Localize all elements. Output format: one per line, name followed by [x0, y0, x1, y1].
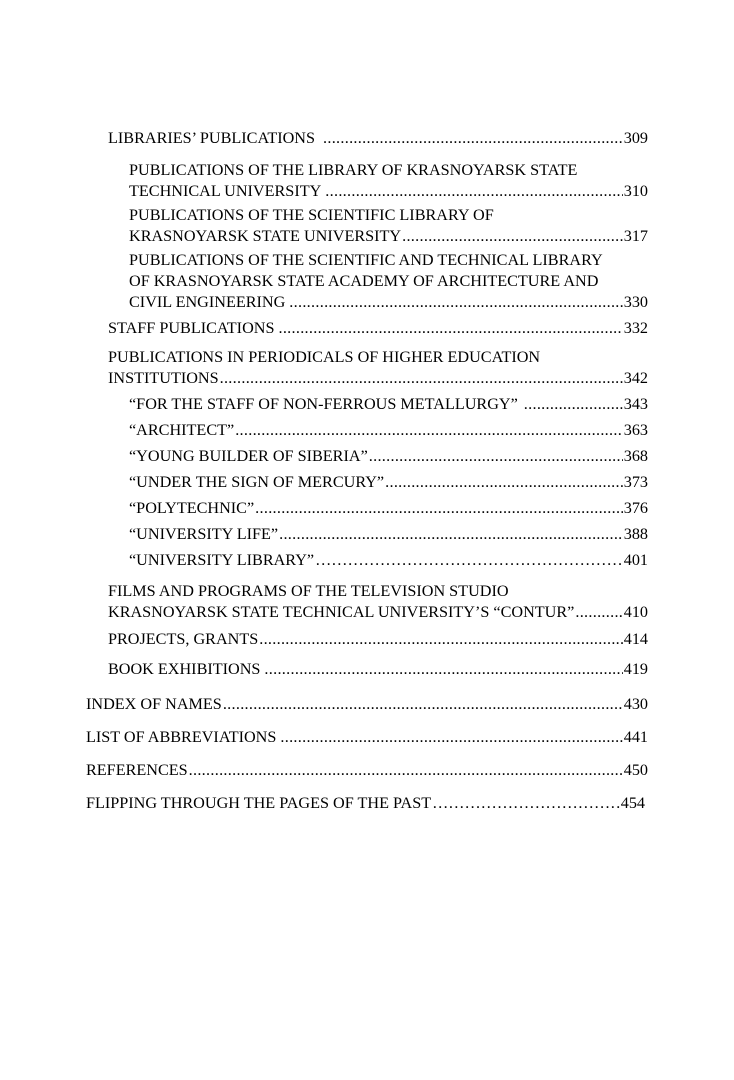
entry-title: PROJECTS, GRANTS — [108, 630, 259, 648]
entry-page-number: 309 — [623, 129, 648, 147]
entry-page-number: 441 — [623, 728, 648, 746]
toc-entry-university-library[interactable] — [129, 550, 648, 571]
entry-title-line: PUBLICATIONS OF THE SCIENTIFIC LIBRARY OF — [129, 206, 494, 224]
toc-entry-book-exhibitions[interactable] — [108, 659, 648, 680]
leader-dots — [255, 498, 623, 519]
entry-title: “YOUNG BUILDER OF SIBERIA” — [129, 447, 368, 465]
entry-title-line: OF KRASNOYARSK STATE ACADEMY OF ARCHITECTURE AND — [129, 272, 599, 290]
toc-entry-index-of-names[interactable] — [86, 694, 648, 715]
toc-entry-polytechnic[interactable] — [129, 498, 648, 519]
entry-title-line: TECHNICAL UNIVERSITY — [129, 182, 322, 200]
leader-dots — [289, 292, 622, 313]
toc-entry-kstu-library[interactable] — [129, 160, 648, 202]
leader-dots — [575, 602, 622, 623]
toc-entry-projects[interactable] — [108, 629, 648, 650]
toc-entry-staff-publications[interactable] — [108, 318, 648, 339]
entry-page-number: 373 — [623, 473, 648, 491]
toc-entry-mercury[interactable] — [129, 472, 648, 493]
entry-page-number: 410 — [623, 603, 648, 621]
entry-title: REFERENCES — [86, 761, 188, 779]
entry-page-number: 332 — [623, 319, 648, 337]
leader-dots — [280, 727, 622, 748]
toc-entry-architect[interactable] — [129, 420, 648, 441]
entry-page-number: 310 — [623, 182, 648, 200]
entry-title-line: KRASNOYARSK STATE UNIVERSITY — [129, 227, 402, 245]
leader-dots — [385, 472, 623, 493]
entry-title-line: PUBLICATIONS IN PERIODICALS OF HIGHER EDUCATION — [108, 348, 541, 366]
leader-dots — [432, 793, 620, 814]
leader-dots — [189, 760, 623, 781]
leader-dots — [369, 446, 623, 467]
entry-page-number: 454 — [620, 794, 645, 812]
leader-dots — [220, 368, 623, 389]
toc-entry-young-builder[interactable] — [129, 446, 648, 467]
entry-page-number: 368 — [623, 447, 648, 465]
leader-dots — [259, 629, 623, 650]
toc-entry-non-ferrous[interactable] — [129, 394, 648, 415]
entry-title: “FOR THE STAFF OF NON-FERROUS METALLURGY” — [129, 395, 518, 413]
entry-title: INDEX OF NAMES — [86, 695, 222, 713]
leader-dots — [402, 226, 623, 247]
leader-dots — [524, 394, 623, 415]
toc-entry-libraries-publications[interactable] — [108, 128, 648, 149]
entry-page-number: 414 — [623, 630, 648, 648]
entry-page-number: 330 — [623, 293, 648, 311]
entry-page-number: 388 — [623, 525, 648, 543]
toc-entry-university-life[interactable] — [129, 524, 648, 545]
entry-title-line: CIVIL ENGINEERING — [129, 293, 286, 311]
entry-title-line: INSTITUTIONS — [108, 369, 219, 387]
leader-dots — [264, 659, 622, 680]
entry-title-line: PUBLICATIONS OF THE SCIENTIFIC AND TECHNICAL LIBRARY — [129, 251, 603, 269]
toc-entry-flipping-pages[interactable] — [86, 793, 645, 814]
toc-entry-ksaace-library[interactable] — [129, 250, 648, 313]
entry-page-number: 342 — [623, 369, 648, 387]
entry-page-number: 343 — [623, 395, 648, 413]
entry-title: FLIPPING THROUGH THE PAGES OF THE PAST — [86, 794, 432, 812]
entry-title: “ARCHITECT” — [129, 421, 235, 439]
entry-title: “UNIVERSITY LIFE” — [129, 525, 279, 543]
leader-dots — [223, 694, 623, 715]
leader-dots — [315, 550, 623, 571]
entry-page-number: 363 — [623, 421, 648, 439]
entry-title: LIST OF ABBREVIATIONS — [86, 728, 277, 746]
leader-dots — [325, 181, 622, 202]
entry-page-number: 450 — [623, 761, 648, 779]
toc-entry-periodicals[interactable] — [108, 347, 648, 389]
entry-title: “UNDER THE SIGN OF MERCURY” — [129, 473, 385, 491]
toc-entry-abbreviations[interactable] — [86, 727, 648, 748]
leader-dots — [279, 524, 623, 545]
entry-title-line: KRASNOYARSK STATE TECHNICAL UNIVERSITY’S “CONTUR” — [108, 603, 575, 621]
entry-page-number: 419 — [623, 660, 648, 678]
toc-entry-ksu-library[interactable] — [129, 205, 648, 247]
entry-title: “POLYTECHNIC” — [129, 499, 255, 517]
entry-title: STAFF PUBLICATIONS — [108, 319, 275, 337]
entry-page-number: 317 — [623, 227, 648, 245]
leader-dots — [323, 128, 623, 149]
entry-page-number: 430 — [623, 695, 648, 713]
entry-page-number: 376 — [623, 499, 648, 517]
entry-title: BOOK EXHIBITIONS — [108, 660, 261, 678]
entry-title-line: FILMS AND PROGRAMS OF THE TELEVISION STUDIO — [108, 582, 509, 600]
toc-entry-films[interactable] — [108, 581, 648, 623]
entry-title: LIBRARIES’ PUBLICATIONS — [108, 129, 315, 147]
entry-page-number: 401 — [623, 551, 648, 569]
leader-dots — [235, 420, 623, 441]
entry-title: “UNIVERSITY LIBRARY” — [129, 551, 315, 569]
toc-entry-references[interactable] — [86, 760, 648, 781]
leader-dots — [278, 318, 622, 339]
entry-title-line: PUBLICATIONS OF THE LIBRARY OF KRASNOYARSK STATE — [129, 161, 578, 179]
